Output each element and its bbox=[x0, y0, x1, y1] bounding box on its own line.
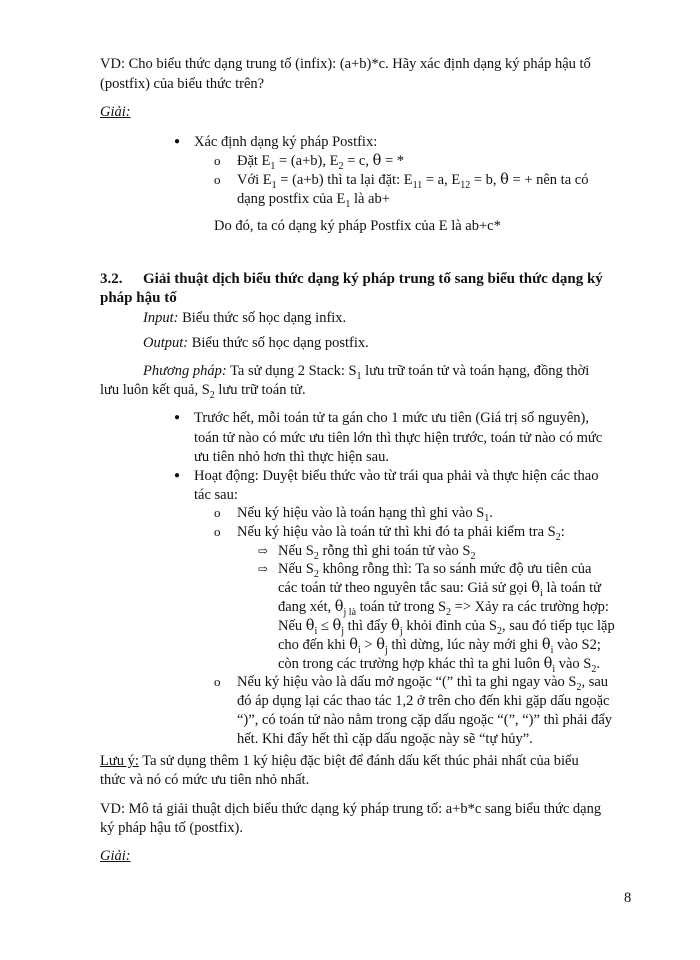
circle-bullet-icon: o bbox=[214, 524, 221, 539]
bullet-2-line-2: tác sau: bbox=[194, 487, 238, 503]
page-number: 8 bbox=[624, 890, 632, 906]
bullet-1-line-3: ưu tiên nhỏ hơn thì thực hiện sau. bbox=[194, 449, 389, 465]
method-label: Phương pháp: bbox=[143, 363, 227, 379]
bullet-1-line-1: Trước hết, mỗi toán tử ta gán cho 1 mức ưu tiên (Giá trị số nguyên), bbox=[194, 410, 589, 426]
method-line-1: Phương pháp: Ta sử dụng 2 Stack: $S_1$ lưu trữ toán tử và toán hạng, đồng thời bbox=[143, 363, 590, 382]
arrow-icon: ⇨ bbox=[258, 544, 269, 558]
solution-label-2: Giải: bbox=[100, 848, 131, 864]
step-conclusion: Do đó, ta có dạng ký pháp Postfix của E là ab+c* bbox=[214, 218, 501, 234]
input-label: Input: bbox=[143, 310, 179, 326]
circle-bullet-icon: o bbox=[214, 674, 221, 689]
step-title: Xác định dạng ký pháp Postfix: bbox=[194, 134, 378, 150]
circle-bullet-icon: o bbox=[214, 153, 221, 168]
example-2-line-2: ký pháp hậu tố (postfix). bbox=[100, 820, 243, 836]
solution-label-1: Giải: bbox=[100, 104, 131, 120]
note-line-2: thức và nó có mức ưu tiên nhỏ nhất. bbox=[100, 772, 310, 788]
sub-case-2-line-2: các toán tử theo nguyên tắc sau: Giả sử gọi $\theta_i$ là toán tử bbox=[278, 580, 602, 599]
case-3-line-3: “)”, có toán tử nào nằm trong cặp dấu ngoặc “(”, “)” thì phải đẩy bbox=[237, 712, 613, 728]
sub-case-2-line-5: cho đến khi $\theta_i > \theta_j$ thì dừng, lúc này mới ghi $\theta_i$ vào S2; bbox=[278, 637, 601, 656]
case-2: Nếu ký hiệu vào là toán tử thì khi đó ta phải kiểm tra $S_2$: bbox=[237, 524, 565, 543]
sub-case-2-line-1: Nếu $S_2$ không rỗng thì: Ta so sánh mức độ ưu tiên của bbox=[278, 561, 592, 580]
example-2-line-1: VD: Mô tả giải thuật dịch biểu thức dạng ký pháp trung tố: a+b*c sang biểu thức dạng bbox=[100, 801, 602, 817]
section-title-line-2: pháp hậu tố bbox=[100, 290, 177, 306]
sub-case-2-line-6: còn trong các trường hợp khác thì ta ghi luôn $\theta_i$ vào $S_2$. bbox=[278, 656, 600, 675]
case-3-line-2: đó áp dụng lại các thao tác 1,2 ở trên cho đến khi gặp dấu ngoặc bbox=[237, 693, 610, 709]
step-sub-2-line-1: Với $E_1 = (a+b)$ thì ta lại đặt: $E_{11} = a$, $E_{12} = b$, θ = + nên ta có bbox=[237, 172, 589, 191]
example-1-line-2: (postfix) của biểu thức trên? bbox=[100, 76, 265, 92]
circle-bullet-icon: o bbox=[214, 172, 221, 187]
case-1: Nếu ký hiệu vào là toán hạng thì ghi vào $S_1$. bbox=[237, 505, 493, 524]
sub-case-2-line-4: Nếu $\theta_i \le \theta_j$ thì đẩy $\theta_j$ khỏi đỉnh của $S_2$, sau đó tiếp tục lặp bbox=[278, 618, 615, 637]
bullet-1-line-2: toán tử nào có mức ưu tiên lớn thì thực hiện trước, toán tử nào có mức bbox=[194, 430, 603, 446]
note-text: Ta sử dụng thêm 1 ký hiệu đặc biệt để đánh dấu kết thúc phải nhất của biểu bbox=[138, 753, 579, 769]
arrow-icon: ⇨ bbox=[258, 562, 269, 576]
input-text: Biểu thức số học dạng infix. bbox=[178, 310, 347, 326]
sub-case-2-line-3: đang xét, $\theta_{j là}$ toán tử trong $S_2$ => Xảy ra các trường hợp: bbox=[278, 599, 609, 618]
step-sub-2-line-2: dạng postfix của $E_1$ là ab+ bbox=[237, 191, 390, 210]
bullet-icon: ● bbox=[174, 470, 181, 481]
bullet-icon: ● bbox=[174, 412, 181, 423]
bullet-icon: ● bbox=[174, 136, 181, 147]
output-line bbox=[143, 334, 369, 352]
note-label: Lưu ý: bbox=[100, 753, 139, 769]
example-1-line-1: VD: Cho biểu thức dạng trung tố (infix): (a+b)*c. Hãy xác định dạng ký pháp hậu tố bbox=[100, 56, 591, 72]
bullet-2-line-1: Hoạt động: Duyệt biểu thức vào từ trái qua phải và thực hiện các thao bbox=[194, 468, 599, 484]
input-line bbox=[143, 309, 346, 327]
section-number: 3.2. bbox=[100, 271, 123, 287]
output-text: Biểu thức số học dạng postfix. bbox=[188, 335, 369, 351]
output-label: Output: bbox=[143, 335, 189, 351]
case-3-line-4: hết. Khi đẩy hết thì cặp dấu ngoặc này sẽ “tự hủy”. bbox=[237, 731, 533, 747]
section-title-line-1: Giải thuật dịch biểu thức dạng ký pháp trung tố sang biểu thức dạng ký bbox=[143, 271, 603, 287]
note-line-1 bbox=[100, 752, 579, 770]
case-3-line-1: Nếu ký hiệu vào là dấu mở ngoặc “(” thì ta ghi ngay vào $S_2$, sau bbox=[237, 674, 609, 693]
method-line-2: lưu luôn kết quả, $S_2$ lưu trữ toán tử. bbox=[100, 382, 306, 401]
sub-case-1: Nếu $S_2$ rỗng thì ghi toán tử vào $S_2$ bbox=[278, 543, 476, 562]
circle-bullet-icon: o bbox=[214, 505, 221, 520]
step-sub-1: Đặt $E_1 = (a+b)$, $E_2 = c$, θ = * bbox=[237, 153, 405, 172]
